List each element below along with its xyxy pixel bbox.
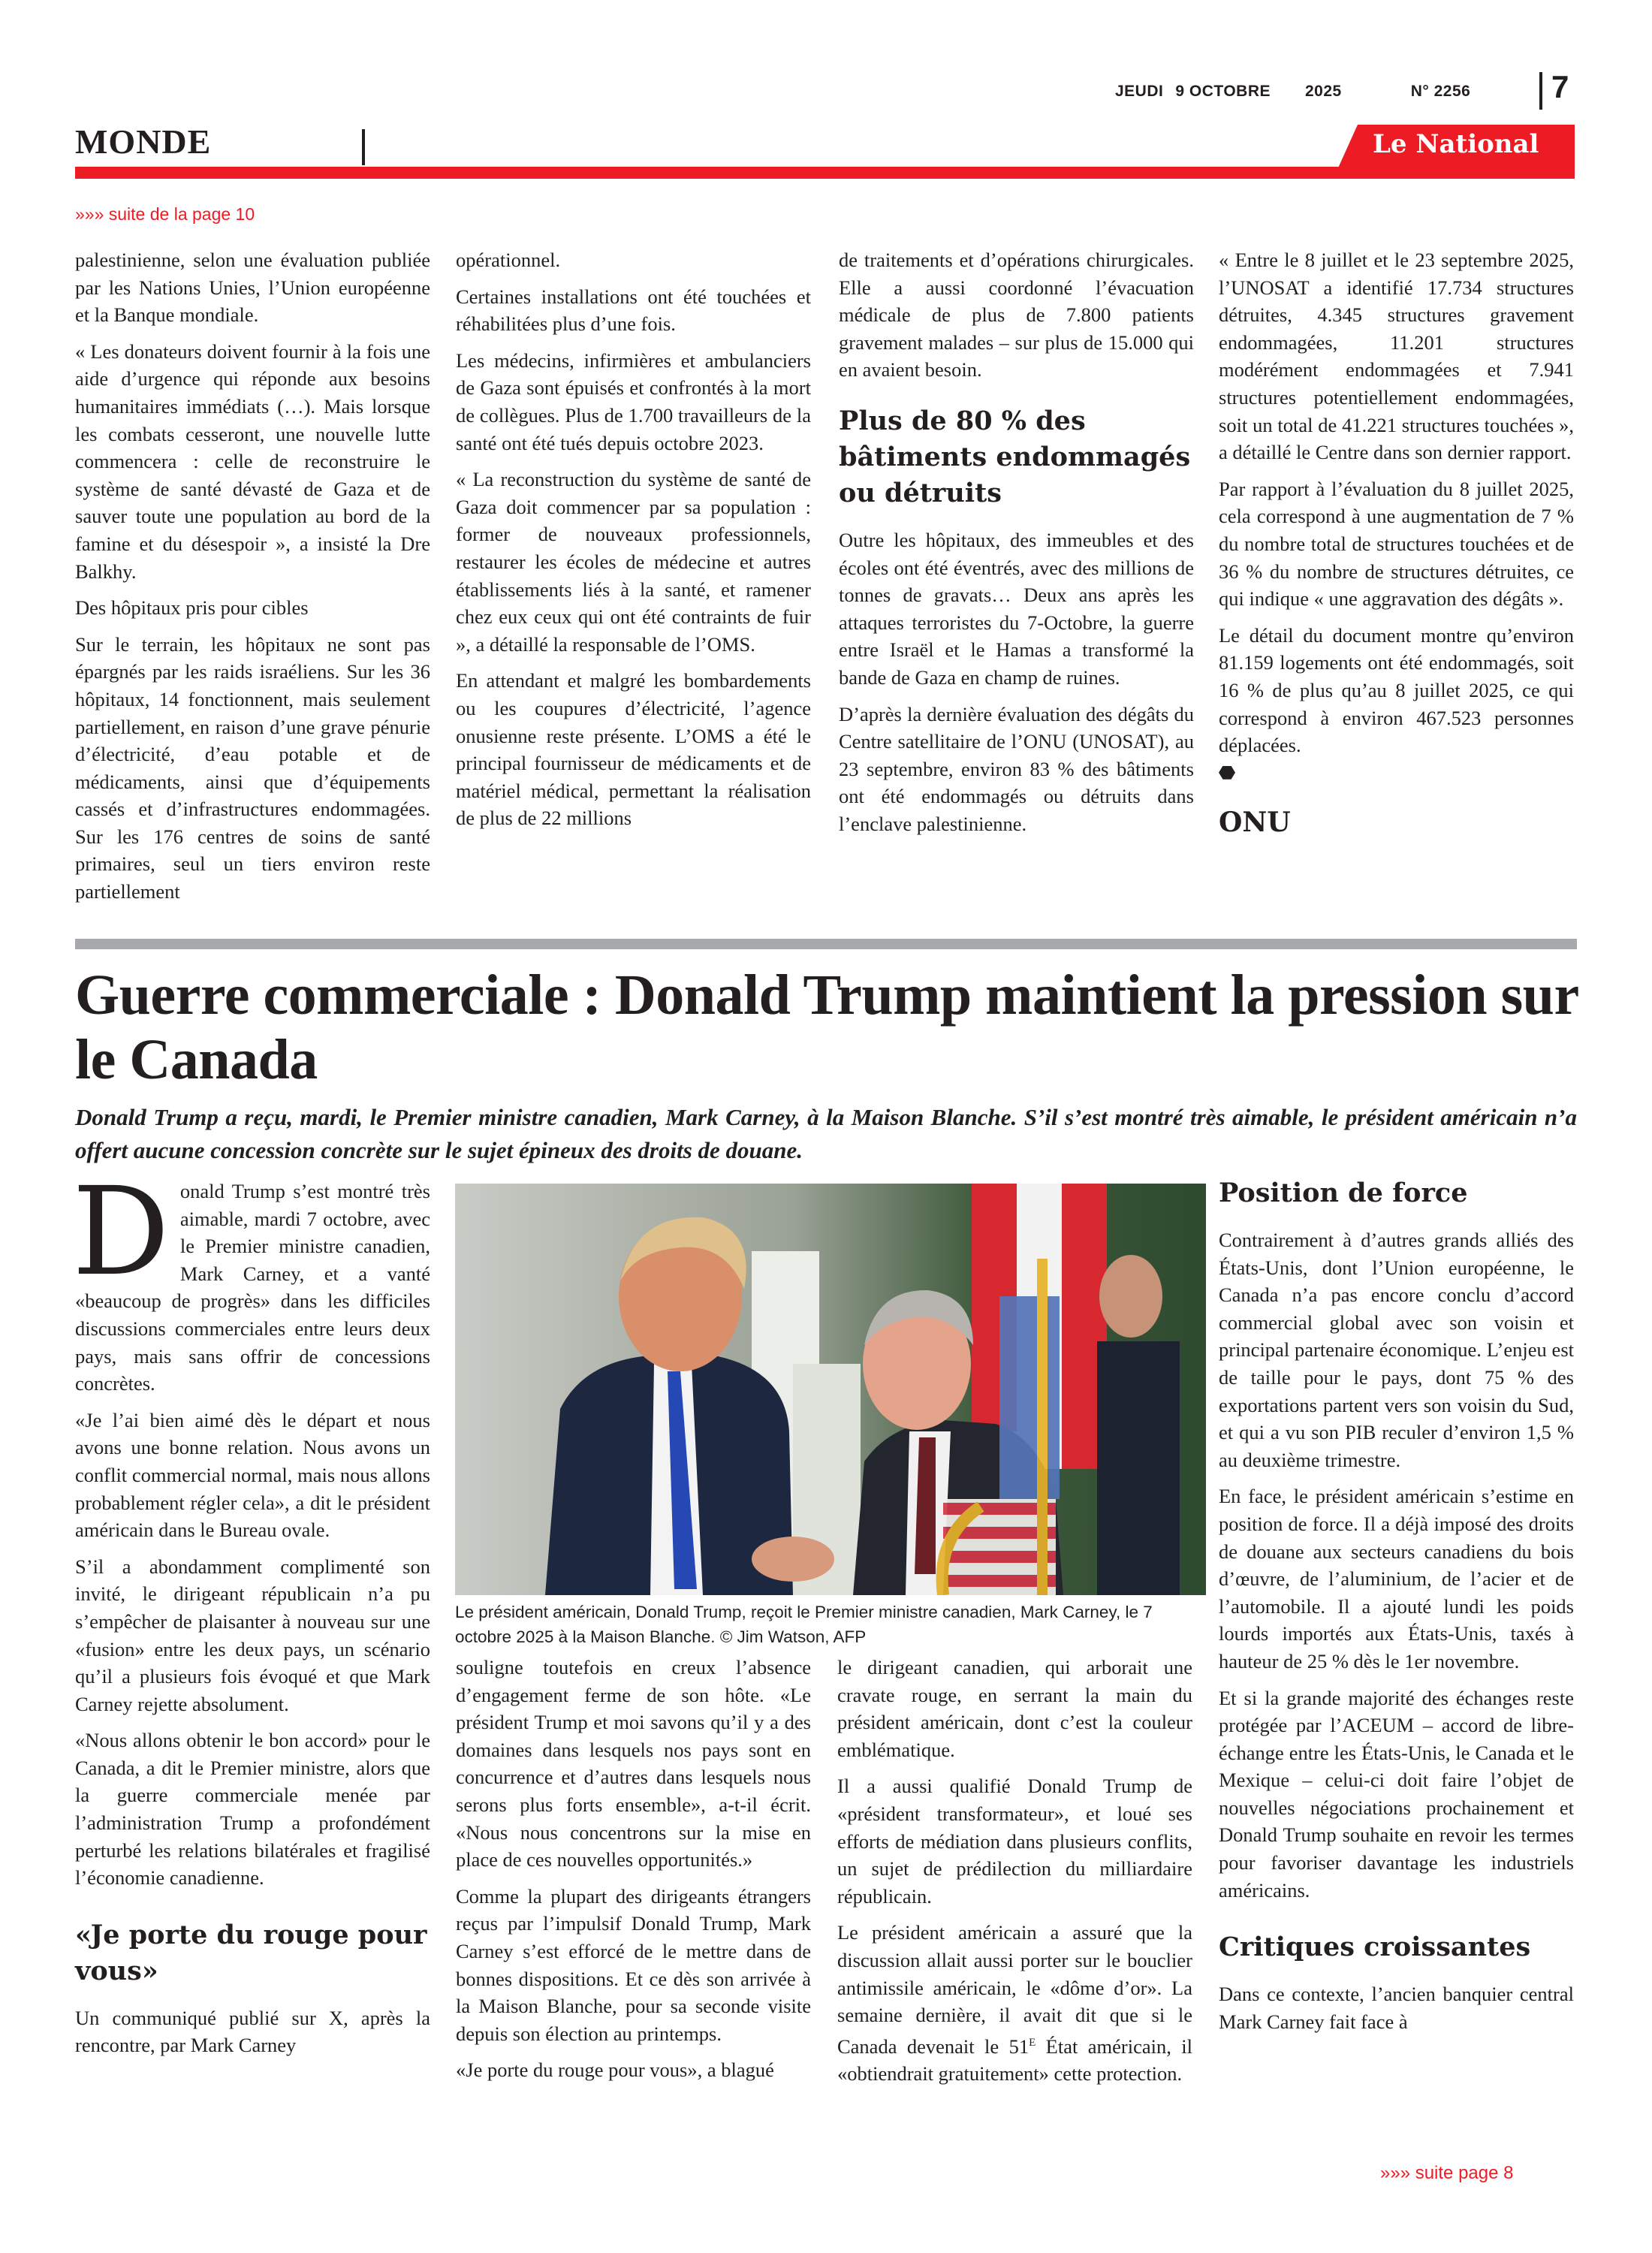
section-title: MONDE (75, 122, 212, 161)
paragraph: Sur le terrain, les hôpitaux ne sont pas épargnés par les raids israéliens. Sur les 36 hôpitaux, 14 fonctionnent, mais seulement partiellement, en raison d’une grave pénurie d’électricité, d’eau potable et de médicaments, ainsi que d’équipements cassés et d’infrastructures endommagées. Sur les 176 centres de soins de santé primaires, seul un tiers environ reste partiellement (75, 632, 430, 903)
section-subheading: Plus de 80 % des bâtiments endommagés ou détruits (839, 405, 1191, 508)
drop-cap: D (72, 1162, 170, 1303)
paragraph: « Les donateurs doivent fournir à la fois une aide d’urgence qui réponde aux besoins humanitaires immédiats (…). Mais lorsque les combats cesseront, une nouvelle lutte commencera : celle de reconstruire le système de santé dévasté de Gaza et de sauver toute une population au bord de la famine et du désespoir », a insisté la Dre Balkhy. (75, 339, 430, 583)
article1-column-1 (75, 246, 430, 915)
photo-trump-carney-handshake (455, 1184, 1206, 1595)
paragraph: Par rapport à l’évaluation du 8 juillet 2025, cela correspond à une augmentation de 7 % du nombre total de structures touchées et de 36 % du nombre de structures détruites, ce qui indique « une aggravation des dégâts ». (1219, 477, 1574, 611)
article1-column-2 (456, 246, 811, 841)
article2-column-1 (72, 1162, 430, 2068)
article2-column-4 (1219, 1175, 1574, 2044)
paragraph: Dans ce contexte, l’ancien banquier central Mark Carney fait face à (1219, 1983, 1574, 2033)
paragraph: Et si la grande majorité des échanges reste protégée par l’ACEUM – accord de libre-échange entre les États-Unis, le Canada et le Mexique – celui-ci doit faire l’objet de nouvelles négociations prochainement et Donald Trump souhaite en revoir les termes pour favoriser davantage les industriels américains. (1219, 1686, 1574, 1902)
paragraph: palestinienne, selon une évaluation publiée par les Nations Unies, l’Union européenne et la Banque mondiale. (75, 249, 430, 327)
page-number-divider (1539, 72, 1542, 110)
article1-column-4 (1219, 246, 1574, 837)
paragraph: Il a aussi qualifié Donald Trump de «président transformateur», et loué ses efforts de médiation dans plusieurs conflits, un sujet de prédilection du milliardaire républicain. (837, 1775, 1192, 1908)
paragraph: Le détail du document montre qu’environ 81.159 logements ont été endommagés, soit 16 % de plus qu’au 8 juillet 2025, ce qui correspond à environ 467.523 personnes déplacées. (1219, 623, 1574, 757)
inline-subheading: Des hôpitaux pris pour cibles (75, 596, 309, 620)
article-signature: ONU (1219, 807, 1291, 839)
section-subheading: Position de force (1219, 1178, 1468, 1208)
continued-from-link[interactable]: »»» suite de la page 10 (75, 204, 255, 224)
lead-paragraph: onald Trump s’est montré très aimable, mardi 7 octobre, avec le Premier ministre canadien, Mark Carney, et a vanté «beaucoup de progrès» dans les difficiles discussions commerciales entre leurs deux pays, mais sans offrir de concessions concrètes. (75, 1180, 430, 1395)
photo-caption: Le président américain, Donald Trump, reçoit le Premier ministre canadien, Mark Carney, le 7 octobre 2025 à la Maison Blanche. © Jim Watson, AFP (455, 1603, 1153, 1646)
paragraph: S’il a abondamment complimenté son invité, le dirigeant républicain n’a pu s’empêcher de plaisanter à nouveau sur une «fusion» entre les deux pays, un scénario qu’il a plusieurs fois évoqué et que Mark Carney rejette absolument. (75, 1555, 430, 1715)
paragraph: Comme la plupart des dirigeants étrangers reçus par l’impulsif Donald Trump, Mark Carney s’est efforcé de le mettre dans de bonnes dispositions. Et ce dès son arrivée à la Maison Blanche, pour sa seconde visite depuis son élection au printemps. (456, 1884, 811, 2045)
issue-date: 9 OCTOBRE (1175, 83, 1271, 100)
paragraph: Contrairement à d’autres grands alliés des États-Unis, dont l’Union européenne, le Canada n’a pas encore conclu d’accord commercial global avec son voisin et principal partenaire économique. L’enjeu est de taille pour le pays, dont 75 % des exportations partent vers son voisin du Sud, et qui a vu son PIB reculer d’environ 1,5 % au deuxième trimestre. (1219, 1229, 1574, 1471)
article-headline: Guerre commerciale : Donald Trump maintient la pression sur le Canada (75, 964, 1578, 1091)
paragraph-text: État américain, il «obtiendrait gratuitement» cette protection. (837, 2034, 1192, 2086)
article-separator (75, 939, 1577, 949)
paragraph: opérationnel. (456, 249, 561, 271)
paragraph: Outre les hôpitaux, des immeubles et des écoles ont été éventrés, avec des millions de tonnes de gravats… Deux ans après les attaques terroristes du 7-Octobre, la guerre entre Israël et le Hamas a transformé la bande de Gaza en champ de ruines. (839, 528, 1194, 689)
article1-column-3 (839, 246, 1194, 847)
issue-year: 2025 (1305, 83, 1342, 100)
paragraph: le dirigeant canadien, qui arborait une cravate rouge, en serrant la main du président américain, dont c’est la couleur emblématique. (837, 1656, 1192, 1761)
issue-number: N° 2256 (1410, 83, 1471, 100)
continued-on-link[interactable]: »»» suite page 8 (1380, 2163, 1514, 2183)
paragraph: « Entre le 8 juillet et le 23 septembre 2025, l’UNOSAT a identifié 17.734 structures détruites, 4.345 structures gravement endommagées, 11.201 structures modérément endommagées et 7.941 structures potentiellement endommagées, soit un total de 41.221 structures touchées », a détaillé le Centre dans son dernier rapport. (1219, 249, 1574, 464)
article2-column-2 (456, 1654, 811, 2093)
article-deck: Donald Trump a reçu, mardi, le Premier ministre canadien, Mark Carney, à la Maison Blanche. S’il s’est montré très aimable, le président américain n’a offert aucune concession concrète sur le sujet épineux des droits de douane. (75, 1104, 1577, 1163)
paragraph: souligne toutefois en creux l’absence d’engagement ferme de son hôte. «Le président Trump et moi savons qu’il y a des domaines dans lesquels nos pays sont en concurrence et d’autres dans lesquels nous serons plus forts ensemble», a-t-il écrit. «Nous nous concentrons sur la mise en place de ces nouvelles opportunités.» (456, 1656, 811, 1871)
paragraph: «Nous allons obtenir le bon accord» pour le Canada, a dit le Premier ministre, alors que la guerre commerciale menée par l’administration Trump a profondément perturbé les relations bilatérales et fragilisé l’économie canadienne. (75, 1729, 430, 1890)
ordinal-superscript: E (1029, 2036, 1036, 2049)
newspaper-logo: Le National (1373, 129, 1539, 159)
paragraph: En attendant et malgré les bombardements ou les coupures d’électricité, l’agence onusienne reste présente. L’OMS a été le principal fournisseur de médicaments et de matériel médical, permettant la réalisation de plus de 22 millions (456, 669, 811, 830)
paragraph: D’après la dernière évaluation des dégâts du Centre satellitaire de l’ONU (UNOSAT), au 23 septembre, environ 83 % des bâtiments ont été endommagés ou détruits dans l’enclave palestinienne. (839, 702, 1194, 835)
paragraph-text: Le président américain a assuré que la discussion allait aussi porter sur le bouclier antimissile américain, le «dôme d’or». La semaine dernière, il avait dit que si le Canada devenait le 51 (837, 1921, 1192, 2058)
paragraph: En face, le président américain s’estime en position de force. Il a déjà imposé des droits de douane aux secteurs canadiens du bois d’œuvre, de l’aluminium, de l’acier et de l’automobile. Il a ajouté lundi les poids lourds importés aux États-Unis, taxés à hauteur de 25 % dès le 1er novembre. (1219, 1485, 1574, 1672)
paragraph: Les médecins, infirmières et ambulanciers de Gaza sont épuisés et confrontés à la mort de collègues. Plus de 1.700 travailleurs de la santé ont été tués depuis octobre 2023. (456, 348, 811, 454)
section-divider (362, 129, 365, 165)
paragraph: Un communiqué publié sur X, après la rencontre, par Mark Carney (75, 2006, 430, 2057)
paragraph: Certaines installations ont été touchées et réhabilitées plus d’une fois. (456, 285, 811, 336)
news-photo (455, 1184, 1206, 1595)
paragraph: «Je porte du rouge pour vous», a blagué (456, 2058, 774, 2082)
issue-day: JEUDI (1115, 83, 1164, 100)
section-subheading: Critiques croissantes (1219, 1932, 1531, 1963)
issue-dateline (1115, 83, 1470, 101)
article2-column-3 (837, 1654, 1192, 2097)
paragraph: «Je l’ai bien aimé dès le départ et nous avons une bonne relation. Nous avons un conflit commercial normal, mais nous allons probablement régler cela», a dit le président américain dans le Bureau ovale. (75, 1408, 430, 1542)
paragraph: de traitements et d’opérations chirurgicales. Elle a aussi coordonné l’évacuation médicale de plus de 7.800 patients gravement malades – sur plus de 15.000 qui en avaient besoin. (839, 249, 1194, 382)
page-number: 7 (1551, 69, 1569, 104)
paragraph (837, 1919, 1192, 2087)
end-of-article-icon (1219, 766, 1235, 780)
paragraph: « La reconstruction du système de santé de Gaza doit commencer par sa population : former de nouveaux professionnels, restaurer les écoles de médecine et autres établissements liés à la santé, et ramener chez eux ceux qui ont été contraints de fuir », a détaillé la responsable de l’OMS. (456, 468, 811, 656)
section-subheading: «Je porte du rouge pour vous» (75, 1919, 427, 1986)
